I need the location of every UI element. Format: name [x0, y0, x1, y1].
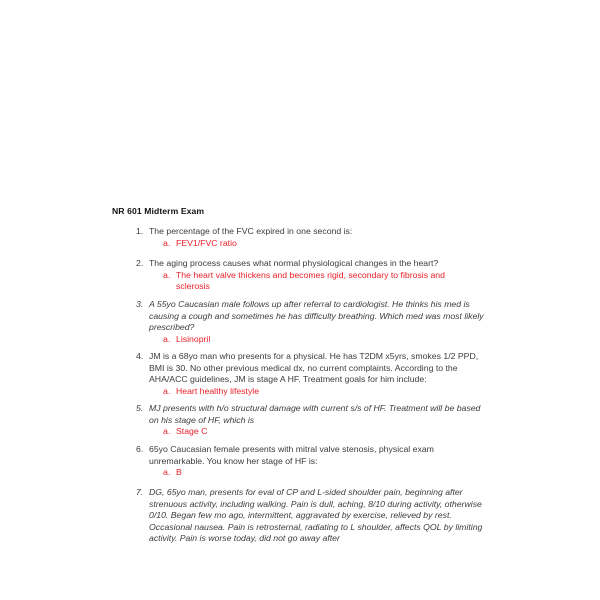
- question-3: [136, 299, 486, 345]
- question-text: MJ presents with h/o structural damage with current s/s of HF. Treatment will be based on his stage of HF, which is: [149, 403, 481, 425]
- question-number: 6.: [136, 444, 144, 454]
- question-number: 7.: [136, 487, 144, 497]
- answer-text: Heart healthy lifestyle: [176, 385, 260, 396]
- answer-letter: a.: [163, 333, 171, 344]
- answer-letter: a.: [163, 385, 171, 396]
- answer-text: FEV1/FVC ratio: [176, 237, 237, 248]
- question-text: JM is a 68yo man who presents for a physical. He has T2DM x5yrs, smokes 1/2 PPD, BMI is 30. No other previous medical dx, no current complaints. According to the AHA/ACC guidelines, JM is stage A HF. Treatment goals for him include:: [149, 351, 479, 384]
- answer: [163, 334, 486, 346]
- answer: [163, 426, 486, 438]
- question-text: DG, 65yo man, presents for eval of CP and L-sided shoulder pain, beginning after strenuous activity, including walking. Pain is dull, aching, 8/10 during activity, otherwise 0/10. Began few mo ago, intermittent, aggravated by exercise, relieved by rest. Occasional nausea. Pain is retrosternal, radiating to L shoulder, affects QOL by limiting activity. Pain is worse today, did not go away after: [149, 487, 483, 543]
- question-number: 4.: [136, 351, 144, 361]
- question-7: [136, 487, 486, 545]
- question-4: [136, 351, 486, 397]
- question-number: 5.: [136, 403, 144, 413]
- document-title: NR 601 Midterm Exam: [112, 206, 205, 216]
- question-text: The percentage of the FVC expired in one second is:: [149, 226, 353, 236]
- answer-text: B: [176, 467, 182, 477]
- answer-letter: a.: [163, 467, 171, 477]
- answer-letter: a.: [163, 237, 171, 248]
- answer: [163, 238, 486, 250]
- answer-text: Stage C: [176, 426, 208, 436]
- question-number: 2.: [136, 258, 144, 268]
- question-text: 65yo Caucasian female presents with mitral valve stenosis, physical exam unremarkable. You know her stage of HF is:: [149, 444, 434, 466]
- question-number: 3.: [136, 299, 144, 309]
- question-2: [136, 258, 486, 293]
- question-number: 1.: [136, 226, 144, 236]
- answer-text: Lisinopril: [176, 333, 211, 344]
- question-text: A 55yo Caucasian male follows up after referral to cardiologist. He thinks his med is causing a cough and sometimes he has difficulty breathing. Which med was most likely prescribed?: [149, 299, 484, 332]
- answer-letter: a.: [163, 269, 171, 280]
- question-5: [136, 403, 486, 438]
- answer: [163, 270, 453, 293]
- question-1: [136, 226, 486, 249]
- answer-letter: a.: [163, 426, 171, 436]
- question-text: The aging process causes what normal physiological changes in the heart?: [149, 258, 439, 268]
- answer: [163, 386, 486, 398]
- answer-text: The heart valve thickens and becomes rigid, secondary to fibrosis and sclerosis: [176, 269, 445, 291]
- answer: [163, 467, 486, 479]
- question-6: [136, 444, 486, 479]
